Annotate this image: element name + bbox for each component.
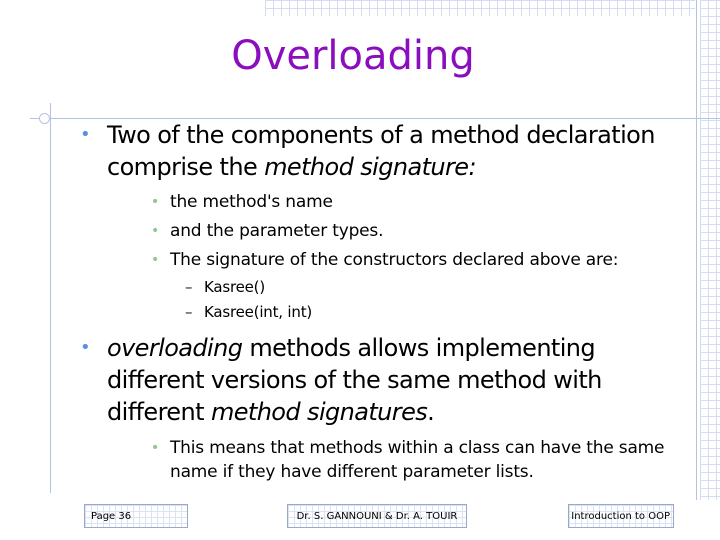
sub-sub-bullet-text: Kasree(int, int) xyxy=(204,303,313,321)
bullet-method-signature xyxy=(80,119,667,183)
bullet-overloading xyxy=(80,332,667,428)
bullet-emphasis-2: method signatures xyxy=(210,398,428,426)
sub-sub-bullet-kasree-int-int xyxy=(185,302,604,322)
bullet-text: Two of the components of a method declaration comprise the xyxy=(107,121,655,181)
decorative-vertical-line xyxy=(50,103,51,493)
bullet-marker: • xyxy=(151,223,160,239)
sub-bullet-text: the method's name xyxy=(170,192,333,212)
dash-marker: – xyxy=(185,278,193,296)
sub-bullet-text: and the parameter types. xyxy=(170,221,384,241)
sub-bullet-parameter-types xyxy=(151,219,690,243)
sub-bullet-same-name xyxy=(151,436,670,484)
sub-bullet-method-name xyxy=(151,190,690,214)
footer-course-title: Introduction to OOP xyxy=(568,504,674,528)
dash-marker: – xyxy=(185,303,193,321)
bullet-marker: • xyxy=(80,124,91,145)
bullet-emphasis: overloading xyxy=(107,334,243,362)
sub-bullet-text: This means that methods within a class can have the same name if they have different parameter lists. xyxy=(170,438,665,482)
bullet-marker: • xyxy=(151,440,160,456)
bullet-marker: • xyxy=(80,337,91,358)
slide-title: Overloading xyxy=(231,33,475,79)
sub-bullet-constructor-signatures xyxy=(151,248,690,272)
bullet-marker: • xyxy=(151,194,160,210)
bullet-text: methods allows implementing different versions of the same method with different xyxy=(107,334,602,426)
sub-sub-bullet-text: Kasree() xyxy=(204,278,265,296)
bullet-marker: • xyxy=(151,252,160,268)
decorative-grid-top xyxy=(265,0,695,16)
footer-authors: Dr. S. GANNOUNI & Dr. A. TOUIR xyxy=(287,504,467,528)
bullet-emphasis: method signature: xyxy=(264,153,476,181)
bullet-text-end: . xyxy=(427,398,435,426)
decorative-circle xyxy=(39,113,50,124)
sub-sub-bullet-kasree-default xyxy=(185,277,604,297)
sub-bullet-text: The signature of the constructors declared above are: xyxy=(170,250,619,270)
footer-page-number: Page 36 xyxy=(84,504,188,528)
